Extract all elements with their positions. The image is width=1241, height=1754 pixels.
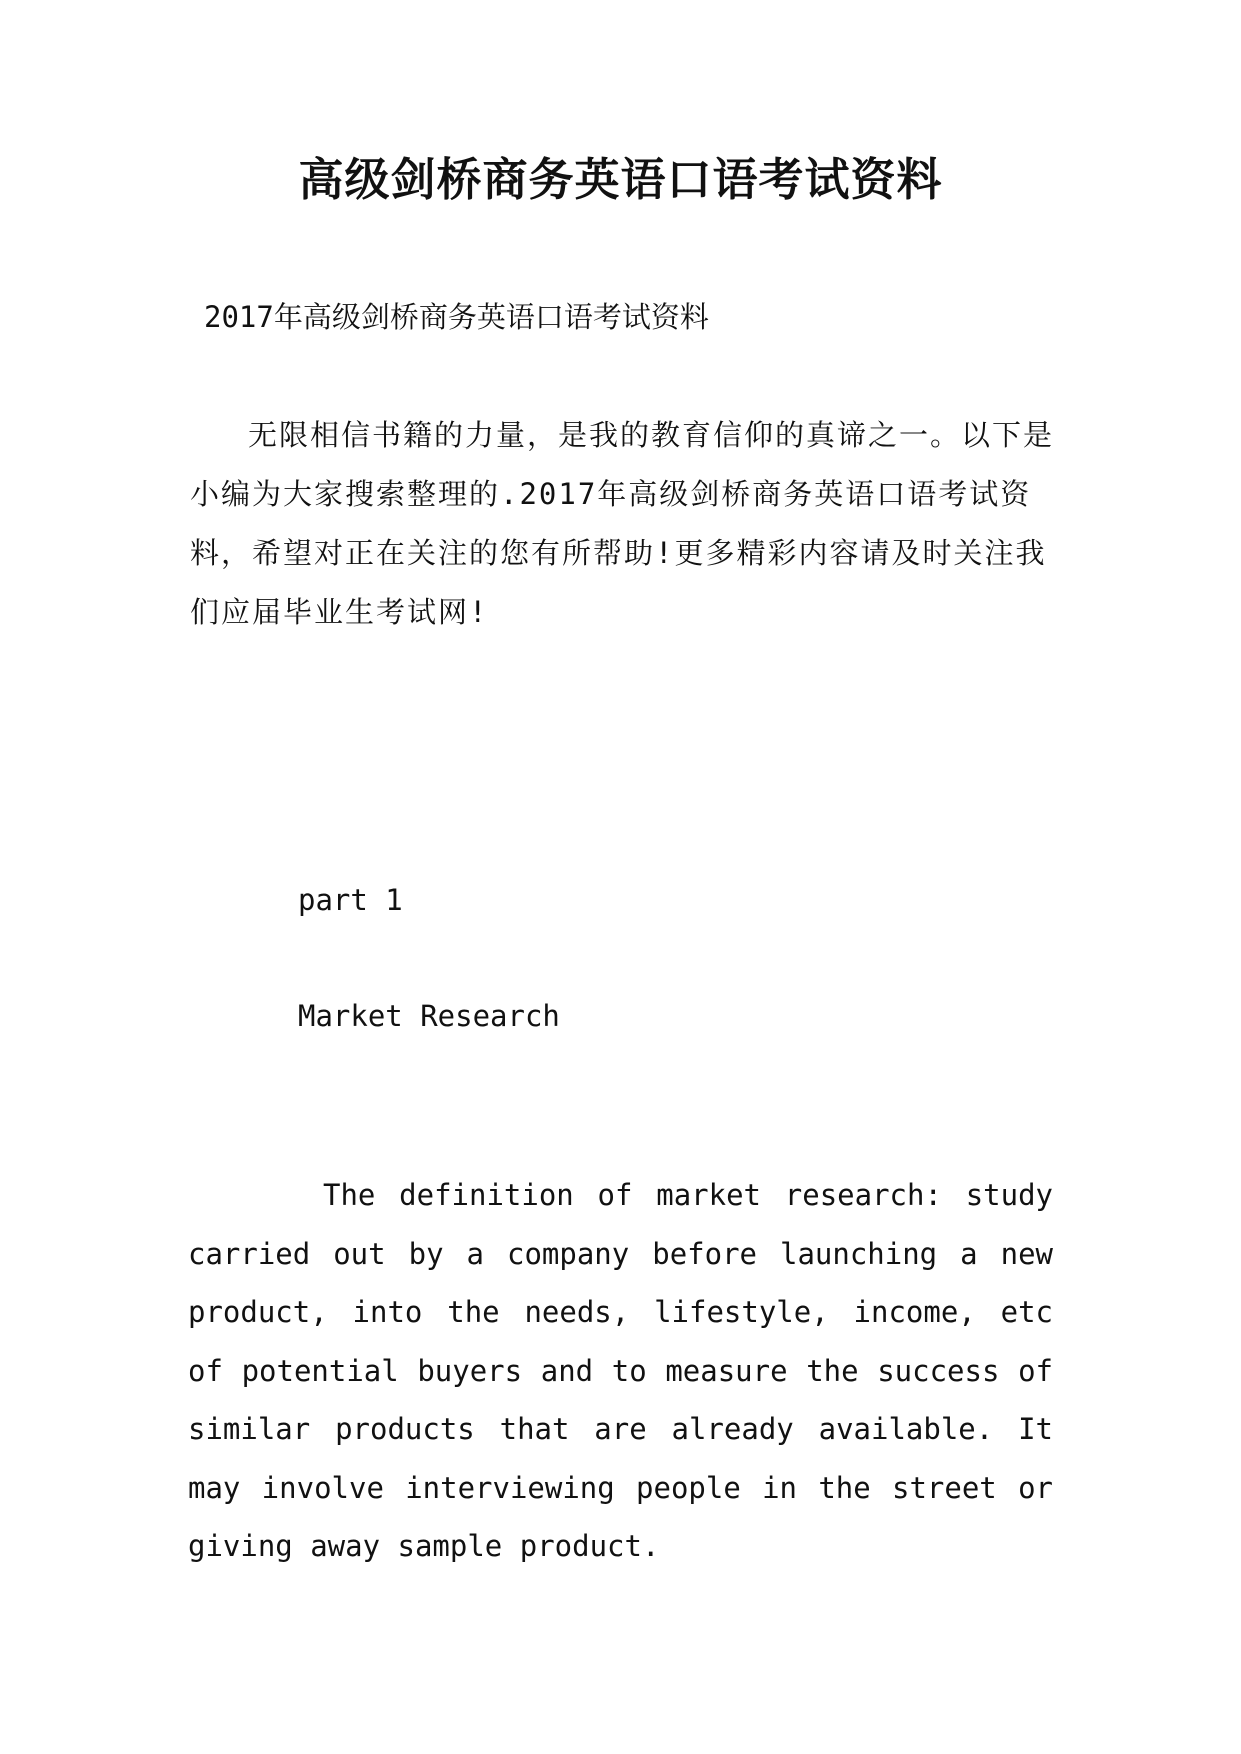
section-heading: Market Research	[298, 999, 560, 1033]
intro-paragraph: 无限相信书籍的力量，是我的教育信仰的真谛之一。以下是小编为大家搜索整理的.2017年高级剑桥商务英语口语考试资料，希望对正在关注的您有所帮助!更多精彩内容请及时关注我们应届毕业生考试网!	[190, 418, 1055, 629]
definition-paragraph: The definition of market research: study carried out by a company before launching a new product, into the needs, lifestyle, income, etc of potential buyers and to measure the success of similar products that are already available. It may involve interviewing people in the street or giving away sample product.	[188, 1178, 1053, 1563]
part-label: part 1	[298, 883, 403, 917]
document-subtitle: 2017年高级剑桥商务英语口语考试资料	[204, 300, 709, 334]
document-title: 高级剑桥商务英语口语考试资料	[298, 153, 943, 206]
